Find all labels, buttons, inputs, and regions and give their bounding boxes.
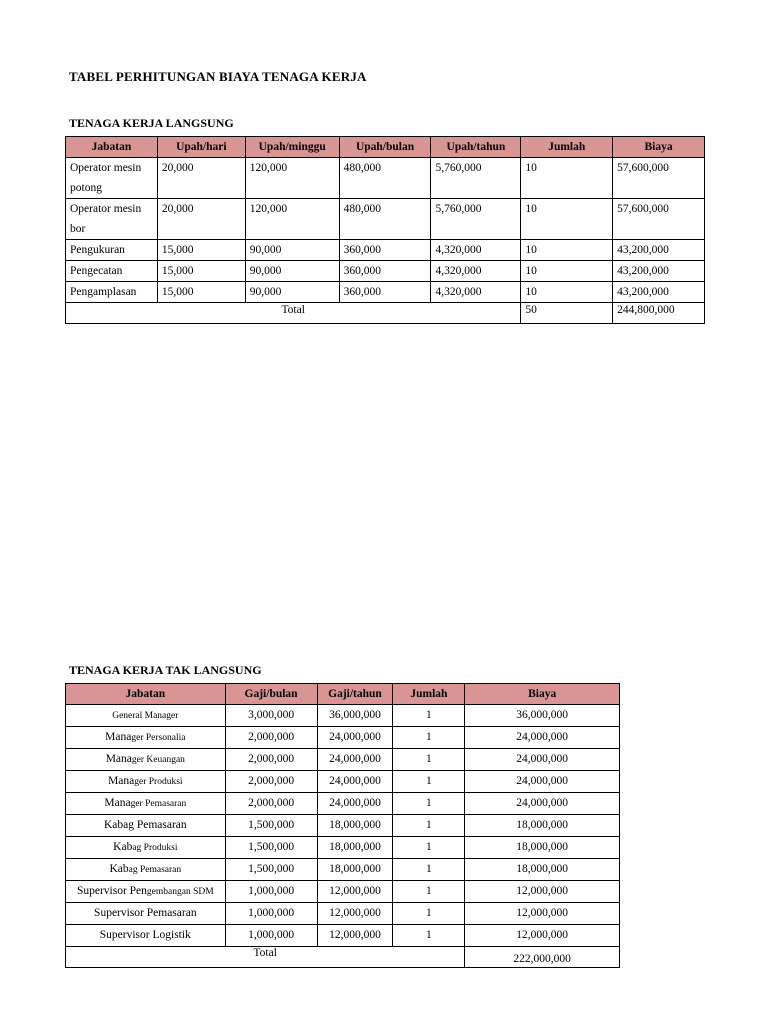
table-row <box>66 881 620 903</box>
table-header-row <box>66 684 620 705</box>
cell-bulan: 480,000 <box>339 199 431 240</box>
table-row <box>66 705 620 727</box>
cell-jabatan: Pengamplasan <box>66 282 158 303</box>
jabatan-part-a: Supervisor Pemasaran <box>94 907 197 919</box>
cell-jumlah: 1 <box>393 749 465 771</box>
direct-labor-table <box>65 136 705 324</box>
cell-jumlah: 10 <box>521 158 613 199</box>
cell-tahun: 5,760,000 <box>431 158 521 199</box>
cell-bulan: 3,000,000 <box>225 705 317 727</box>
cell-minggu: 90,000 <box>245 261 339 282</box>
table-row <box>66 158 705 199</box>
cell-jabatan <box>66 771 226 793</box>
cell-tahun: 12,000,000 <box>317 881 393 903</box>
cell-jabatan <box>66 837 226 859</box>
cell-tahun: 24,000,000 <box>317 727 393 749</box>
cell-tahun: 18,000,000 <box>317 859 393 881</box>
cell-jumlah: 1 <box>393 903 465 925</box>
cell-jabatan <box>66 727 226 749</box>
cell-jumlah: 1 <box>393 727 465 749</box>
cell-minggu: 120,000 <box>245 158 339 199</box>
cell-jabatan <box>66 925 226 947</box>
total-row <box>66 303 705 324</box>
direct-labor-heading: TENAGA KERJA LANGSUNG <box>69 116 234 130</box>
cell-minggu: 120,000 <box>245 199 339 240</box>
cell-bulan: 1,000,000 <box>225 925 317 947</box>
cell-bulan: 360,000 <box>339 240 431 261</box>
cell-jumlah: 10 <box>521 240 613 261</box>
jabatan-part-a: Kab <box>109 863 129 875</box>
total-label: Total <box>66 303 521 324</box>
cell-bulan: 480,000 <box>339 158 431 199</box>
cell-jumlah: 1 <box>393 859 465 881</box>
jabatan-part-b: ger Pemasaran <box>130 799 187 809</box>
cell-biaya: 24,000,000 <box>465 793 620 815</box>
header-gaji-tahun: Gaji/tahun <box>317 684 393 705</box>
cell-jabatan <box>66 815 226 837</box>
cell-tahun: 5,760,000 <box>431 199 521 240</box>
cell-biaya: 24,000,000 <box>465 749 620 771</box>
table-row <box>66 240 705 261</box>
table-row <box>66 925 620 947</box>
cell-jabatan <box>66 859 226 881</box>
cell-biaya: 43,200,000 <box>613 240 705 261</box>
jabatan-part-b: ger Keuangan <box>131 755 185 765</box>
header-upah-hari: Upah/hari <box>157 137 245 158</box>
cell-biaya: 18,000,000 <box>465 859 620 881</box>
jabatan-part-a: Mana <box>105 753 132 765</box>
jabatan-part-b: General Manager <box>112 711 179 721</box>
cell-hari: 20,000 <box>157 199 245 240</box>
cell-bulan: 1,500,000 <box>225 815 317 837</box>
cell-jumlah: 1 <box>393 771 465 793</box>
cell-jumlah: 1 <box>393 705 465 727</box>
cell-biaya: 57,600,000 <box>613 199 705 240</box>
cell-jabatan: Pengecatan <box>66 261 158 282</box>
cell-hari: 15,000 <box>157 282 245 303</box>
page-title: TABEL PERHITUNGAN BIAYA TENAGA KERJA <box>69 69 367 84</box>
cell-jabatan <box>66 903 226 925</box>
cell-jabatan: Operator mesin potong <box>66 158 158 199</box>
total-biaya: 244,800,000 <box>613 303 705 324</box>
jabatan-part-a: Mana <box>105 731 132 743</box>
table-row <box>66 859 620 881</box>
indirect-labor-table <box>65 683 620 968</box>
jabatan-part-a: Supervisor Logistik <box>99 929 191 941</box>
header-biaya: Biaya <box>613 137 705 158</box>
cell-jabatan <box>66 793 226 815</box>
jabatan-part-a: Supervisor Pen <box>76 885 147 897</box>
jabatan-part-b: ger Personalia <box>131 733 186 743</box>
table-row <box>66 261 705 282</box>
cell-hari: 15,000 <box>157 240 245 261</box>
cell-bulan: 1,000,000 <box>225 881 317 903</box>
cell-bulan: 1,000,000 <box>225 903 317 925</box>
cell-jumlah: 1 <box>393 837 465 859</box>
cell-jumlah: 10 <box>521 282 613 303</box>
jabatan-part-b: gembangan SDM <box>146 887 214 897</box>
cell-tahun: 18,000,000 <box>317 837 393 859</box>
cell-bulan: 2,000,000 <box>225 727 317 749</box>
table-row <box>66 837 620 859</box>
header-jabatan: Jabatan <box>66 684 226 705</box>
cell-minggu: 90,000 <box>245 240 339 261</box>
cell-biaya: 43,200,000 <box>613 282 705 303</box>
cell-biaya: 24,000,000 <box>465 727 620 749</box>
header-upah-minggu: Upah/minggu <box>245 137 339 158</box>
cell-tahun: 24,000,000 <box>317 771 393 793</box>
header-upah-tahun: Upah/tahun <box>431 137 521 158</box>
cell-biaya: 43,200,000 <box>613 261 705 282</box>
cell-bulan: 1,500,000 <box>225 837 317 859</box>
total-biaya: 222,000,000 <box>465 947 620 968</box>
table-row <box>66 793 620 815</box>
total-label: Total <box>66 947 465 968</box>
cell-biaya: 12,000,000 <box>465 925 620 947</box>
jabatan-part-a: Kab <box>113 841 133 853</box>
cell-tahun: 4,320,000 <box>431 240 521 261</box>
cell-hari: 20,000 <box>157 158 245 199</box>
header-upah-bulan: Upah/bulan <box>339 137 431 158</box>
cell-bulan: 2,000,000 <box>225 771 317 793</box>
jabatan-part-a: Kabag Pemasaran <box>103 819 187 831</box>
cell-tahun: 12,000,000 <box>317 903 393 925</box>
table-row <box>66 282 705 303</box>
cell-jabatan <box>66 749 226 771</box>
cell-biaya: 36,000,000 <box>465 705 620 727</box>
header-jumlah: Jumlah <box>521 137 613 158</box>
cell-tahun: 24,000,000 <box>317 793 393 815</box>
cell-tahun: 4,320,000 <box>431 282 521 303</box>
total-jumlah: 50 <box>521 303 613 324</box>
cell-biaya: 18,000,000 <box>465 815 620 837</box>
cell-biaya: 12,000,000 <box>465 881 620 903</box>
cell-bulan: 2,000,000 <box>225 749 317 771</box>
cell-jumlah: 10 <box>521 199 613 240</box>
cell-tahun: 12,000,000 <box>317 925 393 947</box>
cell-jumlah: 1 <box>393 793 465 815</box>
cell-jumlah: 1 <box>393 881 465 903</box>
indirect-labor-heading: TENAGA KERJA TAK LANGSUNG <box>69 663 262 677</box>
jabatan-part-b: ag Produksi <box>132 843 178 853</box>
cell-biaya: 24,000,000 <box>465 771 620 793</box>
cell-bulan: 360,000 <box>339 261 431 282</box>
cell-tahun: 18,000,000 <box>317 815 393 837</box>
cell-bulan: 1,500,000 <box>225 859 317 881</box>
table-row <box>66 771 620 793</box>
cell-biaya: 57,600,000 <box>613 158 705 199</box>
cell-biaya: 12,000,000 <box>465 903 620 925</box>
cell-tahun: 36,000,000 <box>317 705 393 727</box>
total-row <box>66 947 620 968</box>
cell-tahun: 24,000,000 <box>317 749 393 771</box>
cell-jumlah: 1 <box>393 815 465 837</box>
table-row <box>66 199 705 240</box>
header-biaya: Biaya <box>465 684 620 705</box>
jabatan-part-b: ag Pemasaran <box>128 865 182 875</box>
cell-tahun: 4,320,000 <box>431 261 521 282</box>
cell-jabatan: Operator mesin bor <box>66 199 158 240</box>
jabatan-part-a: Mana <box>108 775 135 787</box>
cell-minggu: 90,000 <box>245 282 339 303</box>
jabatan-part-a: Mana <box>104 797 131 809</box>
cell-jumlah: 1 <box>393 925 465 947</box>
jabatan-part-b: ger Produksi <box>134 777 183 787</box>
table-row <box>66 815 620 837</box>
cell-jabatan <box>66 705 226 727</box>
cell-jumlah: 10 <box>521 261 613 282</box>
cell-hari: 15,000 <box>157 261 245 282</box>
table-header-row <box>66 137 705 158</box>
header-jumlah: Jumlah <box>393 684 465 705</box>
header-jabatan: Jabatan <box>66 137 158 158</box>
cell-jabatan <box>66 881 226 903</box>
cell-jabatan: Pengukuran <box>66 240 158 261</box>
table-row <box>66 749 620 771</box>
cell-bulan: 360,000 <box>339 282 431 303</box>
cell-bulan: 2,000,000 <box>225 793 317 815</box>
cell-biaya: 18,000,000 <box>465 837 620 859</box>
table-row <box>66 727 620 749</box>
header-gaji-bulan: Gaji/bulan <box>225 684 317 705</box>
table-row <box>66 903 620 925</box>
